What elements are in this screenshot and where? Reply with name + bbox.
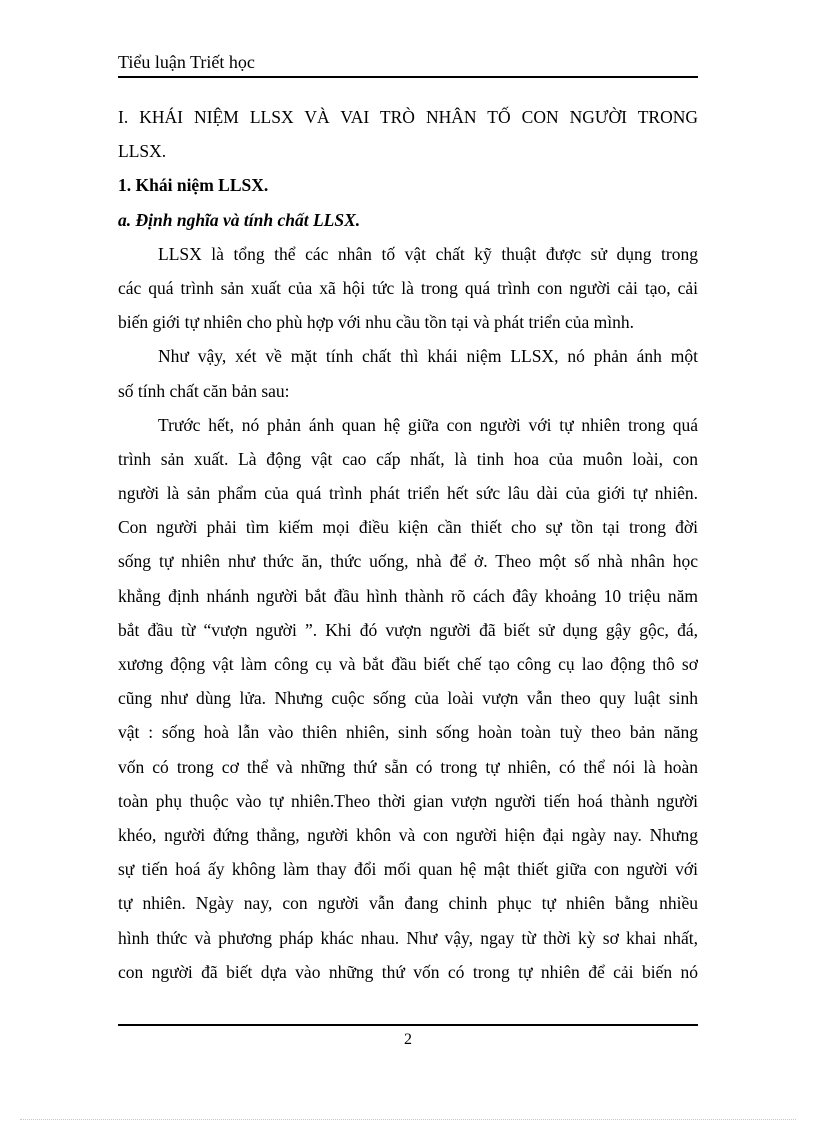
paragraph-line: xương động vật làm công cụ và bắt đầu biết chế tạo công cụ lao động thô sơ [118,654,698,674]
page-bottom-edge [20,1119,796,1120]
paragraph-line: con người đã biết dựa vào những thứ vốn có trong tự nhiên để cải biến nó [118,961,698,982]
paragraph-line: hình thức và phương pháp khác nhau. Như vậy, ngay từ thời kỳ sơ khai nhất, [118,927,698,948]
subsection-heading: 1. Khái niệm LLSX. [118,175,269,196]
paragraph-line: Như vậy, xét về mặt tính chất thì khái niệm LLSX, nó phản ánh một [158,346,698,367]
paragraph-line: toàn phụ thuộc vào tự nhiên.Theo thời gian vượn người tiến hoá thành người [118,790,698,811]
paragraph-line: người là sản phẩm của quá trình phát triển hết sức lâu dài của giới tự nhiên. [118,483,698,504]
paragraph-line: biến giới tự nhiên cho phù hợp với nhu cầu tồn tại và phát triển của mình. [118,312,634,333]
header-divider [118,76,698,78]
paragraph-line: trình sản xuất. Là động vật cao cấp nhất, là tinh hoa của muôn loài, con [118,448,698,469]
paragraph-line: khẳng định nhánh người bắt đầu hình thành rõ cách đây khoảng 10 triệu năm [118,585,698,606]
paragraph-line: sống tự nhiên như thức ăn, thức uống, nhà để ở. Theo một số nhà nhân học [118,551,698,572]
section-heading-line: I. KHÁI NIỆM LLSX VÀ VAI TRÒ NHÂN TỐ CON NGƯỜI TRONG [118,107,698,127]
subsubsection-heading: a. Định nghĩa và tính chất LLSX. [118,209,361,230]
page-header: Tiểu luận Triết học [118,52,255,72]
paragraph-line: sự tiến hoá ấy không làm thay đổi mối quan hệ mật thiết giữa con người với [118,859,698,880]
paragraph-line: LLSX là tổng thể các nhân tố vật chất kỹ thuật được sử dụng trong [158,243,698,264]
paragraph-line: vốn có trong cơ thể và những thứ sẵn có trong tự nhiên, có thể nói là hoàn [118,756,698,777]
section-heading-line: LLSX. [118,141,167,162]
paragraph-line: các quá trình sản xuất của xã hội tức là trong quá trình con người cải tạo, cải [118,277,698,298]
page-number: 2 [404,1031,412,1048]
paragraph-line: Con người phải tìm kiếm mọi điều kiện cần thiết cho sự tồn tại trong đời [118,517,698,538]
paragraph-line: khéo, người đứng thẳng, người khôn và con người hiện đại ngày nay. Nhưng [118,824,698,845]
footer-divider [118,1024,698,1026]
paragraph-line: số tính chất căn bản sau: [118,380,290,401]
document-body [118,100,698,989]
paragraph-line: cũng như dùng lửa. Nhưng cuộc sống của loài vượn vẫn theo quy luật sinh [118,688,698,709]
paragraph-line: bắt đầu từ “vượn người ”. Khi đó vượn người đã biết sử dụng gậy gộc, đá, [118,619,698,640]
paragraph-line: Trước hết, nó phản ánh quan hệ giữa con người với tự nhiên trong quá [158,414,698,435]
paragraph-line: vật : sống hoà lẫn vào thiên nhiên, sinh sống hoàn toàn tuỳ theo bản năng [118,722,698,743]
paragraph-line: tự nhiên. Ngày nay, con người vẫn đang chinh phục tự nhiên bằng nhiều [118,893,698,914]
